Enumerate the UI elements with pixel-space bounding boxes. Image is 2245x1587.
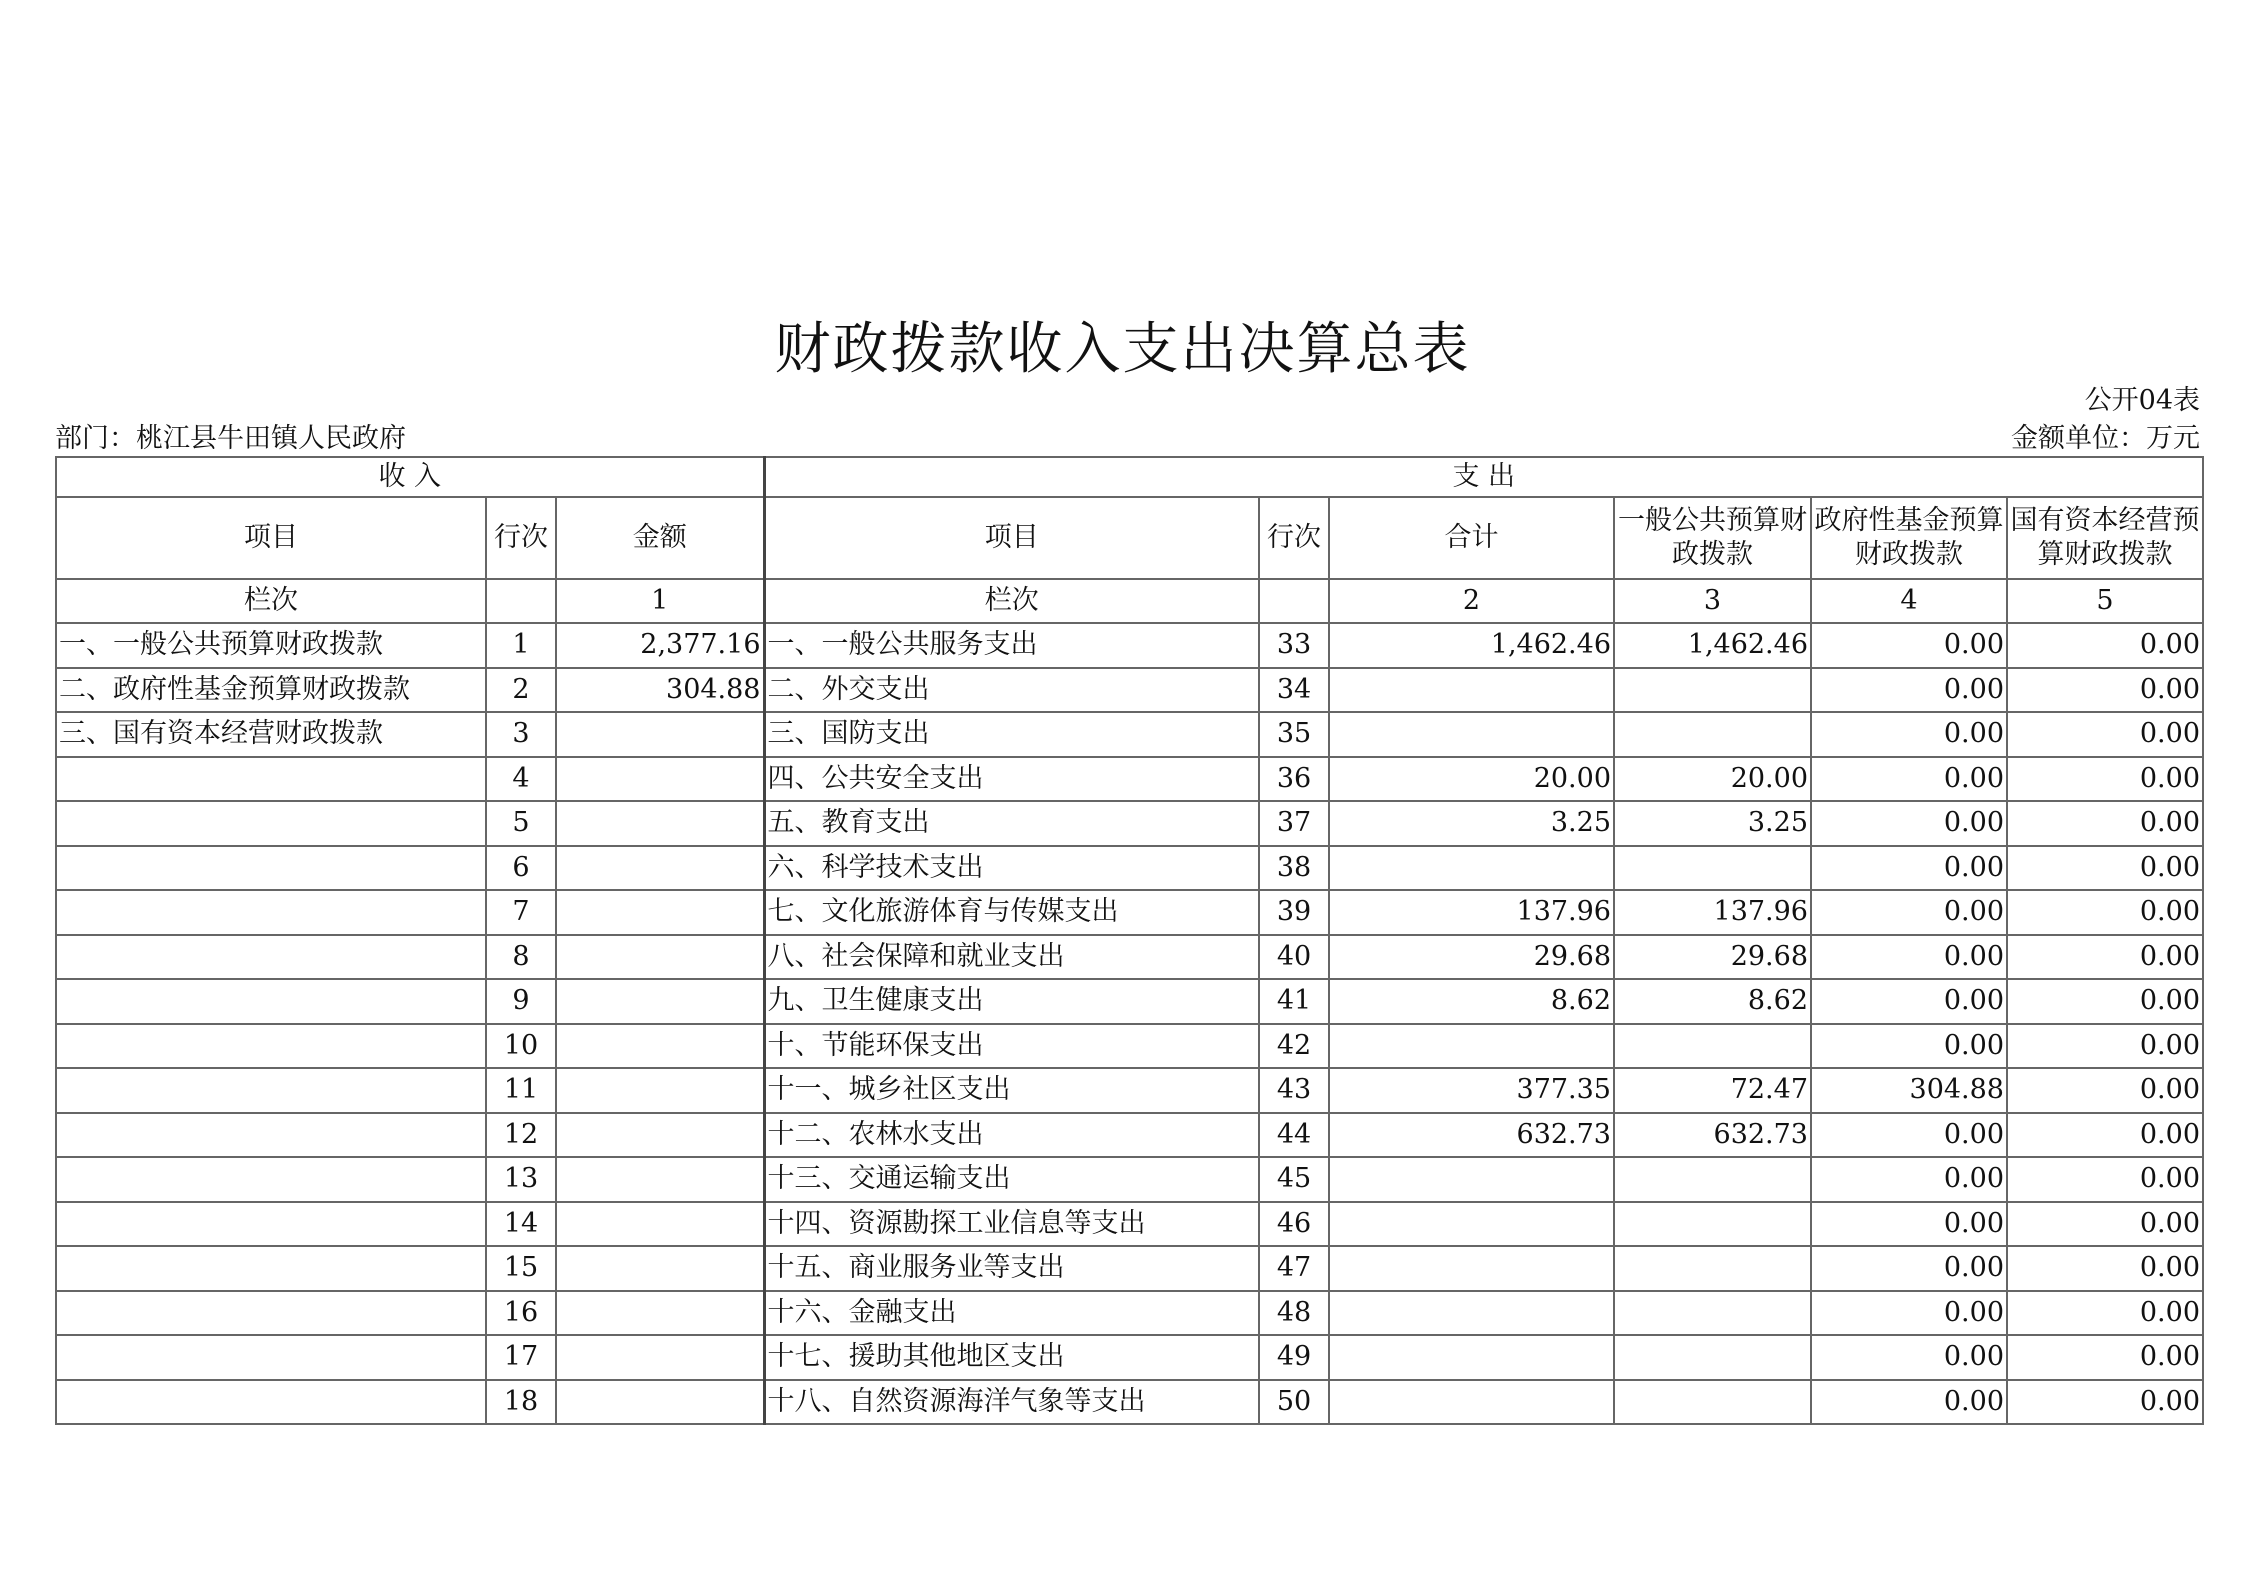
income-row-colno: [486, 579, 556, 623]
general-budget-cell: 1,462.46: [1614, 623, 1811, 668]
fund-budget-cell: 0.00: [1811, 1246, 2007, 1291]
fund-budget-cell: 0.00: [1811, 935, 2007, 980]
general-budget-cell: [1614, 1291, 1811, 1336]
capital-budget-cell: 0.00: [2007, 623, 2203, 668]
expense-row-header: 行次: [1259, 497, 1329, 579]
department-label: 部门：桃江县牛田镇人民政府: [55, 423, 406, 454]
expense-item-header: 项目: [764, 497, 1259, 579]
capital-budget-cell: 0.00: [2007, 1068, 2203, 1113]
income-item-cell: [56, 979, 486, 1024]
capital-budget-cell: 0.00: [2007, 1202, 2203, 1247]
page-title: 财政拨款收入支出决算总表: [774, 317, 1471, 382]
expense-row-colno: [1259, 579, 1329, 623]
income-amount-cell: [556, 757, 764, 802]
capital-budget-cell: 0.00: [2007, 1291, 2203, 1336]
income-amount-cell: [556, 1113, 764, 1158]
expense-item-cell: 十六、金融支出: [764, 1291, 1259, 1336]
fund-budget-cell: 0.00: [1811, 1024, 2007, 1069]
fund-budget-cell: 0.00: [1811, 1291, 2007, 1336]
table-row: [56, 1024, 2203, 1069]
general-budget-header: 一般公共预算财政拨款: [1614, 497, 1811, 579]
income-amount-cell: [556, 1024, 764, 1069]
table-row: [56, 1068, 2203, 1113]
total-cell: [1329, 1291, 1614, 1336]
income-amount-cell: [556, 890, 764, 935]
general-colno: 3: [1614, 579, 1811, 623]
income-amount-cell: 304.88: [556, 668, 764, 713]
total-cell: 20.00: [1329, 757, 1614, 802]
income-row-cell: 4: [486, 757, 556, 802]
income-item-cell: [56, 1113, 486, 1158]
total-cell: 3.25: [1329, 801, 1614, 846]
expense-row-cell: 45: [1259, 1157, 1329, 1202]
total-cell: 137.96: [1329, 890, 1614, 935]
fund-budget-cell: 0.00: [1811, 1380, 2007, 1425]
capital-budget-cell: 0.00: [2007, 935, 2203, 980]
fund-budget-cell: 0.00: [1811, 1157, 2007, 1202]
income-row-cell: 15: [486, 1246, 556, 1291]
total-cell: [1329, 1246, 1614, 1291]
capital-budget-cell: 0.00: [2007, 1246, 2203, 1291]
expense-row-cell: 44: [1259, 1113, 1329, 1158]
income-row-cell: 1: [486, 623, 556, 668]
table-row: [56, 757, 2203, 802]
income-item-cell: 二、政府性基金预算财政拨款: [56, 668, 486, 713]
income-item-cell: [56, 1068, 486, 1113]
fund-budget-cell: 304.88: [1811, 1068, 2007, 1113]
expense-item-colno: 栏次: [764, 579, 1259, 623]
expense-item-cell: 五、教育支出: [764, 801, 1259, 846]
income-item-cell: [56, 846, 486, 891]
general-budget-cell: 137.96: [1614, 890, 1811, 935]
general-budget-cell: 3.25: [1614, 801, 1811, 846]
general-budget-cell: 29.68: [1614, 935, 1811, 980]
total-colno: 2: [1329, 579, 1614, 623]
total-cell: 632.73: [1329, 1113, 1614, 1158]
expense-row-cell: 38: [1259, 846, 1329, 891]
income-amount-cell: [556, 801, 764, 846]
general-budget-cell: 632.73: [1614, 1113, 1811, 1158]
total-cell: 1,462.46: [1329, 623, 1614, 668]
expense-row-cell: 40: [1259, 935, 1329, 980]
capital-budget-header: 国有资本经营预算财政拨款: [2007, 497, 2203, 579]
budget-summary-table: [55, 456, 2204, 1425]
fund-budget-cell: 0.00: [1811, 623, 2007, 668]
income-amount-cell: [556, 846, 764, 891]
expense-item-cell: 十七、援助其他地区支出: [764, 1335, 1259, 1380]
general-budget-cell: [1614, 668, 1811, 713]
expense-row-cell: 48: [1259, 1291, 1329, 1336]
expense-section-header: 支 出: [764, 457, 2203, 497]
expense-row-cell: 50: [1259, 1380, 1329, 1425]
fund-budget-cell: 0.00: [1811, 712, 2007, 757]
capital-colno: 5: [2007, 579, 2203, 623]
income-row-cell: 3: [486, 712, 556, 757]
expense-row-cell: 43: [1259, 1068, 1329, 1113]
income-row-cell: 17: [486, 1335, 556, 1380]
total-cell: [1329, 1157, 1614, 1202]
general-budget-cell: [1614, 846, 1811, 891]
income-item-cell: 一、一般公共预算财政拨款: [56, 623, 486, 668]
income-amount-cell: [556, 1157, 764, 1202]
capital-budget-cell: 0.00: [2007, 1157, 2203, 1202]
general-budget-cell: [1614, 1202, 1811, 1247]
table-row: [56, 1291, 2203, 1336]
table-row: [56, 1246, 2203, 1291]
fund-budget-cell: 0.00: [1811, 979, 2007, 1024]
expense-row-cell: 35: [1259, 712, 1329, 757]
income-item-cell: [56, 1335, 486, 1380]
general-budget-cell: [1614, 1335, 1811, 1380]
general-budget-cell: [1614, 1024, 1811, 1069]
expense-row-cell: 41: [1259, 979, 1329, 1024]
income-row-cell: 9: [486, 979, 556, 1024]
expense-item-cell: 九、卫生健康支出: [764, 979, 1259, 1024]
income-item-cell: [56, 1157, 486, 1202]
general-budget-cell: 72.47: [1614, 1068, 1811, 1113]
capital-budget-cell: 0.00: [2007, 801, 2203, 846]
fund-budget-cell: 0.00: [1811, 1113, 2007, 1158]
expense-row-cell: 46: [1259, 1202, 1329, 1247]
expense-item-cell: 十五、商业服务业等支出: [764, 1246, 1259, 1291]
income-row-cell: 2: [486, 668, 556, 713]
expense-row-cell: 36: [1259, 757, 1329, 802]
income-row-cell: 5: [486, 801, 556, 846]
income-row-cell: 18: [486, 1380, 556, 1425]
income-item-cell: [56, 801, 486, 846]
income-item-header: 项目: [56, 497, 486, 579]
table-row: [56, 1113, 2203, 1158]
income-row-cell: 10: [486, 1024, 556, 1069]
income-amount-cell: [556, 1380, 764, 1425]
expense-row-cell: 42: [1259, 1024, 1329, 1069]
income-amount-cell: [556, 935, 764, 980]
capital-budget-cell: 0.00: [2007, 890, 2203, 935]
capital-budget-cell: 0.00: [2007, 712, 2203, 757]
income-item-cell: [56, 890, 486, 935]
table-row: [56, 890, 2203, 935]
fund-budget-header: 政府性基金预算财政拨款: [1811, 497, 2007, 579]
income-row-cell: 12: [486, 1113, 556, 1158]
expense-item-cell: 十、节能环保支出: [764, 1024, 1259, 1069]
total-cell: [1329, 1202, 1614, 1247]
total-cell: 8.62: [1329, 979, 1614, 1024]
total-cell: [1329, 1380, 1614, 1425]
income-row-header: 行次: [486, 497, 556, 579]
table-row: [56, 1335, 2203, 1380]
expense-item-cell: 四、公共安全支出: [764, 757, 1259, 802]
total-header: 合计: [1329, 497, 1614, 579]
income-row-cell: 14: [486, 1202, 556, 1247]
income-item-cell: [56, 1024, 486, 1069]
expense-row-cell: 34: [1259, 668, 1329, 713]
table-row: [56, 846, 2203, 891]
table-row: [56, 979, 2203, 1024]
table-row: [56, 801, 2203, 846]
expense-item-cell: 十二、农林水支出: [764, 1113, 1259, 1158]
income-row-cell: 6: [486, 846, 556, 891]
general-budget-cell: [1614, 1380, 1811, 1425]
income-item-cell: [56, 757, 486, 802]
column-header-row: [56, 497, 2203, 579]
table-row: [56, 1202, 2203, 1247]
income-section-header: 收 入: [56, 457, 764, 497]
income-item-cell: [56, 1291, 486, 1336]
income-amount-cell: [556, 1246, 764, 1291]
income-item-cell: [56, 1246, 486, 1291]
fund-budget-cell: 0.00: [1811, 757, 2007, 802]
expense-item-cell: 三、国防支出: [764, 712, 1259, 757]
table-row: [56, 712, 2203, 757]
general-budget-cell: [1614, 1157, 1811, 1202]
fund-budget-cell: 0.00: [1811, 846, 2007, 891]
table-row: [56, 935, 2203, 980]
income-row-cell: 11: [486, 1068, 556, 1113]
section-header-row: [56, 457, 2203, 497]
fund-budget-cell: 0.00: [1811, 668, 2007, 713]
income-row-cell: 8: [486, 935, 556, 980]
total-cell: [1329, 1335, 1614, 1380]
capital-budget-cell: 0.00: [2007, 846, 2203, 891]
expense-row-cell: 37: [1259, 801, 1329, 846]
expense-row-cell: 47: [1259, 1246, 1329, 1291]
fund-budget-cell: 0.00: [1811, 801, 2007, 846]
capital-budget-cell: 0.00: [2007, 668, 2203, 713]
expense-row-cell: 49: [1259, 1335, 1329, 1380]
table-body: [56, 623, 2203, 1424]
income-item-cell: [56, 1380, 486, 1425]
income-amount-header: 金额: [556, 497, 764, 579]
income-item-colno: 栏次: [56, 579, 486, 623]
income-amount-cell: [556, 1202, 764, 1247]
general-budget-cell: 20.00: [1614, 757, 1811, 802]
table-row: [56, 1380, 2203, 1425]
income-row-cell: 16: [486, 1291, 556, 1336]
expense-item-cell: 七、文化旅游体育与传媒支出: [764, 890, 1259, 935]
income-amount-cell: [556, 1291, 764, 1336]
income-amount-cell: [556, 1068, 764, 1113]
general-budget-cell: [1614, 1246, 1811, 1291]
total-cell: [1329, 1024, 1614, 1069]
table-row: [56, 623, 2203, 668]
income-row-cell: 13: [486, 1157, 556, 1202]
form-number: 公开04表: [2084, 385, 2200, 416]
capital-budget-cell: 0.00: [2007, 1335, 2203, 1380]
expense-item-cell: 二、外交支出: [764, 668, 1259, 713]
income-item-cell: 三、国有资本经营财政拨款: [56, 712, 486, 757]
column-number-row: [56, 579, 2203, 623]
table-row: [56, 1157, 2203, 1202]
total-cell: [1329, 846, 1614, 891]
expense-row-cell: 33: [1259, 623, 1329, 668]
fund-budget-cell: 0.00: [1811, 1202, 2007, 1247]
expense-item-cell: 十八、自然资源海洋气象等支出: [764, 1380, 1259, 1425]
income-item-cell: [56, 935, 486, 980]
total-cell: 377.35: [1329, 1068, 1614, 1113]
income-amount-cell: [556, 1335, 764, 1380]
income-amount-cell: 2,377.16: [556, 623, 764, 668]
expense-item-cell: 一、一般公共服务支出: [764, 623, 1259, 668]
total-cell: 29.68: [1329, 935, 1614, 980]
general-budget-cell: 8.62: [1614, 979, 1811, 1024]
capital-budget-cell: 0.00: [2007, 1113, 2203, 1158]
capital-budget-cell: 0.00: [2007, 979, 2203, 1024]
fund-colno: 4: [1811, 579, 2007, 623]
total-cell: [1329, 668, 1614, 713]
table-row: [56, 668, 2203, 713]
income-item-cell: [56, 1202, 486, 1247]
expense-item-cell: 六、科学技术支出: [764, 846, 1259, 891]
expense-item-cell: 十三、交通运输支出: [764, 1157, 1259, 1202]
income-amount-cell: [556, 712, 764, 757]
income-amount-cell: [556, 979, 764, 1024]
capital-budget-cell: 0.00: [2007, 1024, 2203, 1069]
expense-item-cell: 八、社会保障和就业支出: [764, 935, 1259, 980]
total-cell: [1329, 712, 1614, 757]
expense-item-cell: 十四、资源勘探工业信息等支出: [764, 1202, 1259, 1247]
expense-item-cell: 十一、城乡社区支出: [764, 1068, 1259, 1113]
expense-row-cell: 39: [1259, 890, 1329, 935]
fund-budget-cell: 0.00: [1811, 890, 2007, 935]
fund-budget-cell: 0.00: [1811, 1335, 2007, 1380]
capital-budget-cell: 0.00: [2007, 1380, 2203, 1425]
income-amount-colno: 1: [556, 579, 764, 623]
amount-unit-label: 金额单位：万元: [2011, 423, 2200, 454]
capital-budget-cell: 0.00: [2007, 757, 2203, 802]
general-budget-cell: [1614, 712, 1811, 757]
income-row-cell: 7: [486, 890, 556, 935]
